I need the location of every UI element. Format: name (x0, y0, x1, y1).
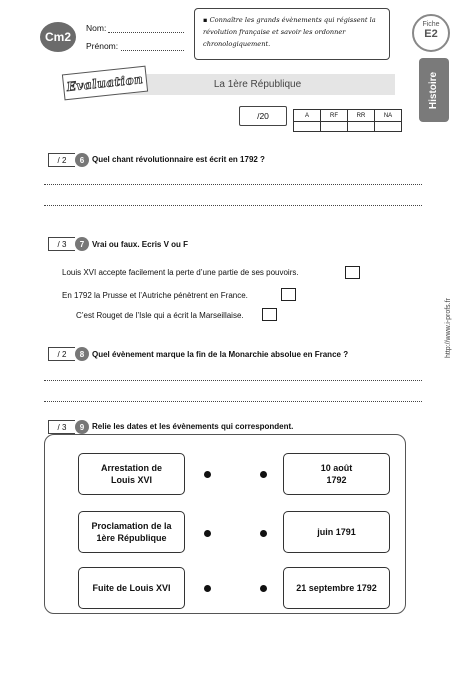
q8-score-box[interactable] (48, 347, 75, 361)
grade-cell[interactable] (321, 122, 348, 132)
q7-answer-box[interactable] (345, 266, 360, 279)
q9-score: / 3 (57, 422, 67, 432)
grade-a: A (294, 110, 321, 122)
date-text: 10 août 1792 (320, 463, 353, 485)
subject-label: Histoire (428, 71, 440, 109)
grade-cell[interactable] (348, 122, 375, 132)
date-card-2 (283, 511, 390, 553)
subject-tab (419, 58, 449, 122)
q7-score-box[interactable] (48, 237, 75, 251)
event-link-dot[interactable] (204, 471, 211, 478)
date-card-3 (283, 567, 390, 609)
q7-question: Vrai ou faux. Ecris V ou F (92, 240, 189, 249)
fiche-label: Fiche (422, 21, 440, 28)
q9-number-icon: 9 (75, 420, 89, 434)
objective-box (194, 8, 390, 60)
q8-number-icon: 8 (75, 347, 89, 361)
grade-rf: RF (321, 110, 348, 122)
answer-line[interactable] (44, 205, 422, 206)
answer-line[interactable] (44, 380, 422, 381)
date-link-dot[interactable] (260, 585, 267, 592)
grade-na: NA (375, 110, 402, 122)
grade-table (293, 109, 402, 132)
q9-score-box[interactable] (48, 420, 75, 434)
level-badge: Cm2 (40, 22, 76, 52)
bullet-icon: ▪ (203, 16, 210, 24)
event-text: Arrestation de Louis XVI (100, 463, 162, 485)
q9-question: Relie les dates et les évènements qui correspondent. (92, 422, 294, 431)
q7-score: / 3 (57, 239, 67, 249)
source-url: http://www.i-profs.fr (445, 298, 452, 358)
total-score: /20 (257, 111, 269, 121)
q6-score-box[interactable] (48, 153, 75, 167)
grade-rr: RR (348, 110, 375, 122)
q7-statement: C’est Rouget de l’Isle qui a écrit la Marseillaise. (76, 311, 244, 320)
date-text: 21 septembre 1792 (296, 583, 377, 593)
q6-score: / 2 (57, 155, 67, 165)
fiche-code: E2 (424, 28, 438, 40)
fiche-badge (412, 14, 450, 52)
event-text: Fuite de Louis XVI (92, 583, 171, 593)
page-title: La 1ère République (213, 79, 302, 90)
date-card-1 (283, 453, 390, 495)
grade-cell[interactable] (375, 122, 402, 132)
date-text: juin 1791 (317, 527, 356, 537)
q6-number-icon: 6 (75, 153, 89, 167)
event-link-dot[interactable] (204, 530, 211, 537)
date-link-dot[interactable] (260, 530, 267, 537)
nom-label: Nom: (86, 23, 107, 33)
answer-line[interactable] (44, 184, 422, 185)
q8-score: / 2 (57, 349, 67, 359)
answer-line[interactable] (44, 401, 422, 402)
event-card-3 (78, 567, 185, 609)
evaluation-stamp (62, 66, 148, 101)
prenom-field[interactable] (121, 50, 184, 51)
q7-statement: En 1792 la Prusse et l’Autriche pénètrent en France. (62, 291, 248, 300)
q8-question: Quel évènement marque la fin de la Monarchie absolue en France ? (92, 350, 349, 359)
nom-field[interactable] (108, 32, 184, 33)
q7-answer-box[interactable] (281, 288, 296, 301)
title-bar (120, 74, 395, 95)
event-card-1 (78, 453, 185, 495)
q7-statement: Louis XVI accepte facilement la perte d’une partie de ses pouvoirs. (62, 268, 299, 277)
total-score-box[interactable] (239, 106, 287, 126)
q6-question: Quel chant révolutionnaire est écrit en 1792 ? (92, 155, 265, 164)
event-link-dot[interactable] (204, 585, 211, 592)
date-link-dot[interactable] (260, 471, 267, 478)
event-card-2 (78, 511, 185, 553)
event-text: Proclamation de la 1ère République (91, 521, 172, 543)
stamp-text: Evaluation (66, 72, 144, 94)
q7-number-icon: 7 (75, 237, 89, 251)
q7-answer-box[interactable] (262, 308, 277, 321)
prenom-label: Prénom: (86, 41, 119, 51)
objective-text: Connaître les grands évènements qui régissent la révolution française et savoir les ordonner chronologiquement. (203, 16, 376, 48)
grade-cell[interactable] (294, 122, 321, 132)
